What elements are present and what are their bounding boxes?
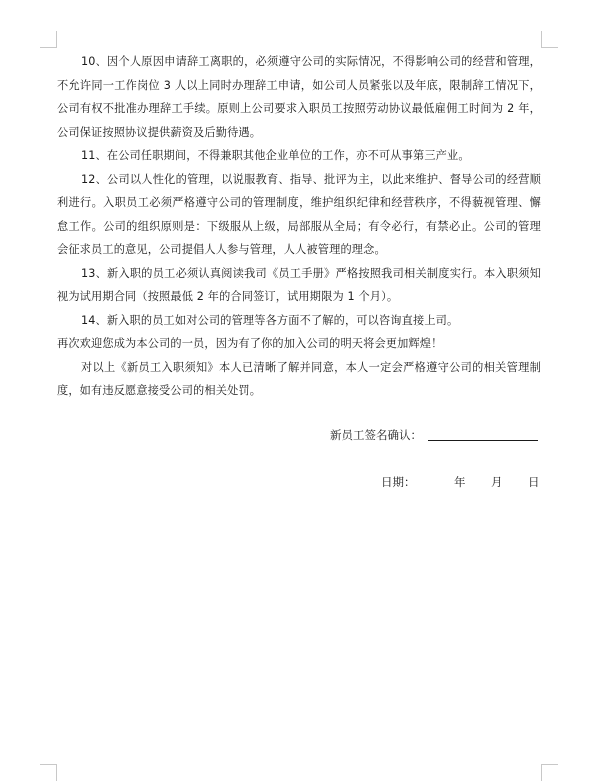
document-body	[57, 50, 541, 403]
paragraph-item-14: 14、新入职的员工如对公司的管理等各方面不了解的，可以咨询直接上司。	[81, 313, 459, 327]
page-corner-mark-bottom-right	[541, 764, 558, 781]
signature-label: 新员工签名确认：	[330, 428, 422, 442]
date-day-label: 日	[528, 475, 540, 489]
signature-row	[330, 425, 541, 445]
signature-blank-line	[428, 440, 538, 441]
date-row	[381, 472, 541, 492]
date-month-label: 月	[491, 475, 503, 489]
paragraph-item-11: 11、在公司任职期间，不得兼职其他企业单位的工作，亦不可从事第三产业。	[81, 149, 470, 162]
page-corner-mark-top-left	[40, 31, 57, 48]
page-corner-mark-top-right	[541, 31, 558, 48]
agreement-paragraph: 对以上《新员工入职须知》本人已清晰了解并同意，本人一定会严格遵守公司的相关管理制度，如有违反愿意接受公司的相关处罚。	[57, 360, 541, 397]
welcome-paragraph: 再次欢迎您成为本公司的一员，因为有了你的加入公司的明天将会更加辉煌！	[57, 337, 443, 350]
paragraph-item-13: 13、新入职的员工必须认真阅读我司《员工手册》严格按照我司相关制度实行。本入职须知视为试用期合同（按照最低 2 年的合同签订，试用期限为 1 个月）。	[57, 266, 541, 303]
page-corner-mark-bottom-left	[40, 764, 57, 781]
date-year-label: 年	[454, 475, 466, 489]
date-label: 日期：	[381, 475, 416, 489]
paragraph-item-10: 10、因个人原因申请辞工离职的，必须遵守公司的实际情况，不得影响公司的经营和管理，不允许同一工作岗位 3 人以上同时办理辞工申请，如公司人员紧张以及年底，限制辞工情况下，公司有权不批准办理辞工手续。原则上公司要求入职员工按照劳动协议最低雇佣工时间为 2 年，公司保证按照协议提供薪资及后勤待遇。	[57, 55, 541, 139]
paragraph-item-12: 12、公司以人性化的管理，以说服教育、指导、批评为主，以此来维护、督导公司的经营顺利进行。入职员工必须严格遵守公司的管理制度，维护组织纪律和经营秩序，不得藐视管理、懈怠工作。公司的组织原则是：下级服从上级，局部服从全局；有令必行，有禁必止。公司的管理会征求员工的意见，公司提倡人人参与管理，人人被管理的理念。	[57, 172, 541, 256]
